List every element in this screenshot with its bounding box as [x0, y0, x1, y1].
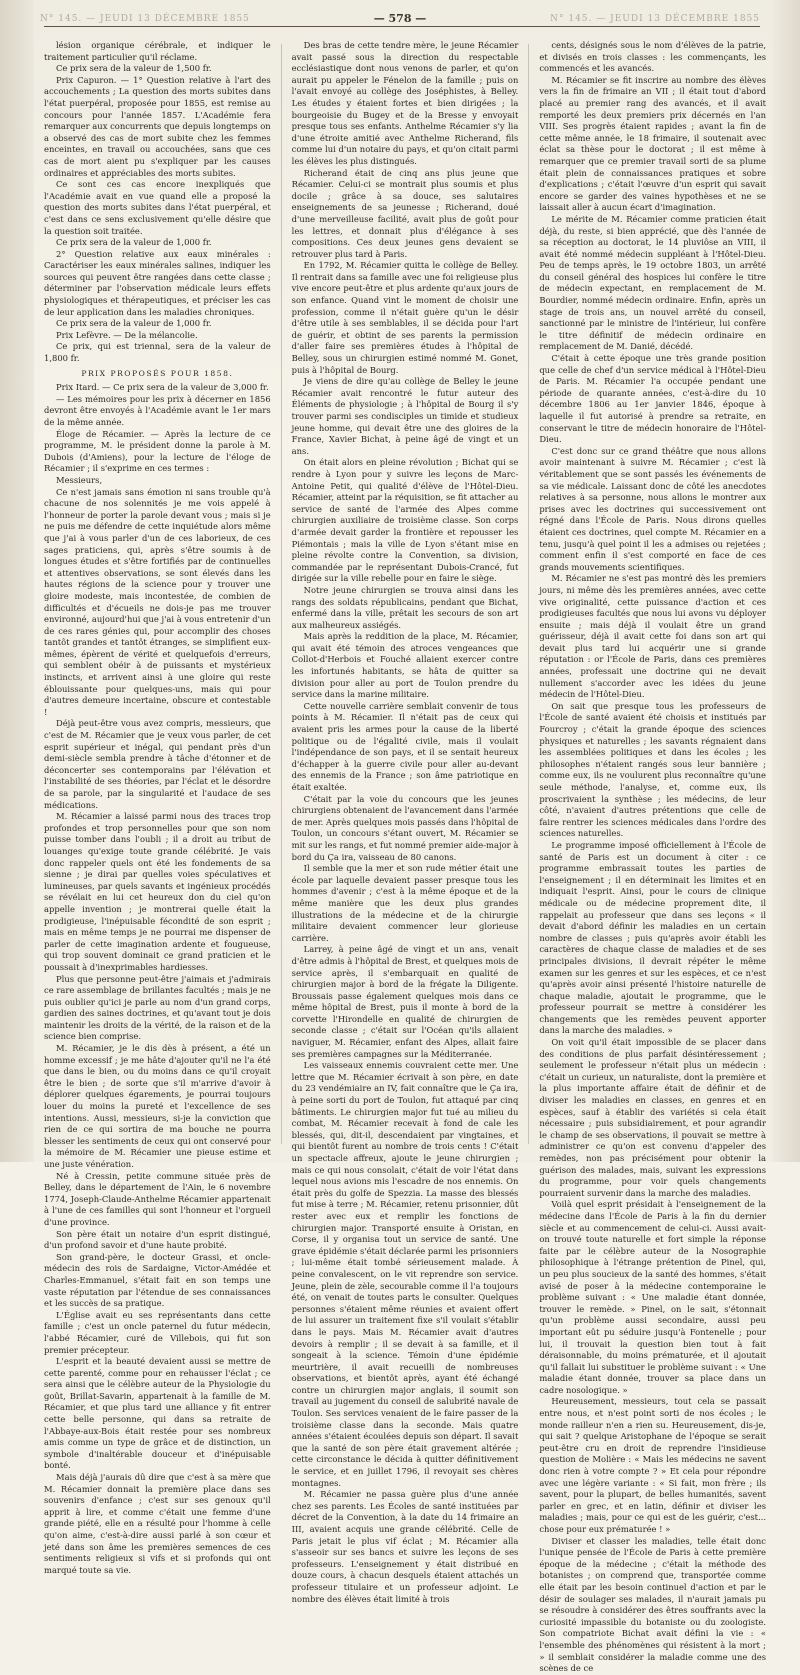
paragraph: Des bras de cette tendre mère, le jeune Récamier avait passé sous la direction du respectable ecclésiastique dont nous venons de parler, et qu'on aurait pu appeler le Fénelon de la famille ; puis on l'avait envoyé au collège des Joséphistes, à Belley. Les études y étaient fortes et bien dirigées ; la bourgeoisie du Bugey et de la Bresse y envoyait presque tous ses enfants. Anthelme Récamier s'y lia d'une étroite amitié avec Anthelme Richerand, fils comme lui d'un notaire du pays, et qu'on citait parmi les élèves les plus distingués. — [291, 40, 519, 166]
column-2 — [291, 40, 519, 1604]
paragraph: Son père était un notaire d'un esprit distingué, d'un profond savoir et d'une haute probité. — [44, 1228, 271, 1251]
paragraph: Larrey, à peine âgé de vingt et un ans, venait d'être admis à l'hôpital de Brest, et quelques mois de service après, il s'embarquait en qualité de chirurgien major à bord de la frégate la Diligente. Broussais passe également quelques mois dans ce même hôpital de Brest, puis il monte à bord de la corvette l'Hirondelle en qualité de chirurgien de seconde classe ; c'était sur l'Océan qu'ils allaient naviguer, M. Récamier, enfant des Alpes, allait faire ses premières campagnes sur la Méditerranée. — [291, 944, 519, 1059]
paragraph: M. Récamier ne s'est pas montré dès les premiers jours, ni même dès les premières années, avec cette vive originalité, cette puissance d'action et ces prodigieuses facultés que nous lui avons vu déployer ensuite ; mais déjà il voulait être un grand guérisseur, déjà il avait cette foi dans son art qui devait plus tard lui acquérir une si grande réputation : or l'École de Paris, dans ces premières années, professait une doctrine qui ne devait nullement s'accorder avec les idées du jeune médecin de l'Hôtel-Dieu. — [539, 573, 766, 700]
paragraph: C'est donc sur ce grand théâtre que nous allons avoir maintenant à suivre M. Récamier ; c'est là véritablement que se sont passés les événements de sa vie médicale. Laissant donc de côté les anecdotes relatives à sa personne, nous allons le montrer aux prises avec les doctrines qui successivement ont régné dans l'École de Paris. Nous dirons quelles étaient ces doctrines, quel compte M. Récamier en a tenu, jusqu'à quel point il les a admises ou rejetées ; comment enfin il s'est comporté en face de ces grands mouvements scientifiques. — [539, 445, 766, 572]
paragraph: Ce prix sera de la valeur de 1,000 fr. — [56, 237, 212, 248]
text-columns — [44, 40, 766, 1674]
paragraph: Ce prix, qui est triennal, sera de la valeur de 1,800 fr. — [44, 341, 271, 364]
paragraph: Son grand-père, le docteur Grassi, et oncle-médecin des rois de Sardaigne, Victor-Amédée et Charles-Emmanuel, s'était fait en son temps une vaste réputation par l'étendue de ses connaissances et les succès de sa pratique. — [44, 1251, 271, 1309]
paragraph: Né à Cressin, petite commune située près de Belley, dans le département de l'Ain, le 6 novembre 1774, Joseph-Claude-Anthelme Récamier appartenait à l'une de ces familles qui sont l'honneur et l'orgueil d'une province. — [44, 1170, 271, 1227]
paragraph: Mais déjà j'aurais dû dire que c'est à sa mère que M. Récamier donnait la première place dans ses souvenirs d'enfance ; c'est sur ses genoux qu'il apprit à lire, et comme c'était une femme d'une grande piété, elle en a résulté pour l'homme à celle qu'on aime, c'est-à-dire aussi parlé à son cœur et jeté dans son âme les premières semences de ces sentiments religieux si vifs et si profonds qui ont marqué toute sa vie. — [44, 1472, 271, 1575]
paragraph: Ce n'est jamais sans émotion ni sans trouble qu'à chacune de nos solennités je me vois appelé à l'honneur de porter la parole devant vous ; mais si je ne puis me défendre de cette inquiétude alors même que j'ai à vous parler d'un de ces laborieux, de ces sages praticiens, qui, après s'être soumis à de longues études et s'être fortifiés par de continuelles et attentives observations, se sont élevés dans les hautes régions de la science pour y trouver une gloire modeste, mais incontestée, de combien de difficultés et d'écueils ne dois-je pas me trouver environné, aujourd'hui que j'ai à vous entretenir d'un de ces rares génies qui, pour accomplir des choses tantôt grandes et tantôt étranges, se simplifient eux-mêmes, épèrent de vérité et quelquefois d'erreurs, qui semblent obéir à de puissants et mystérieux instincts, et arrivent ainsi à une gloire qui reste éblouissante pour quelques-uns, mais qui pour d'autres demeure incertaine, obscure et contestable ! — [44, 486, 271, 717]
column-divider — [281, 44, 282, 1144]
paragraph: Déjà peut-être vous avez compris, messieurs, que c'est de M. Récamier que je veux vous parler, de cet esprit supérieur et inégal, qui pendant près d'un demi-siècle sembla prendre à tâche d'étonner et de déconcerter ses contemporains par l'élévation et l'instabilité de ses théories, par l'éclat et le désordre de sa parole, par la singularité et l'audace de ses médications. — [44, 718, 271, 810]
page-number: — 578 — — [373, 12, 427, 25]
paragraph: Ce sont ces cas encore inexpliqués que l'Académie avait en vue quand elle a proposé la question des morts subites dans l'état puerpéral, et c'est dans ce sens exclusivement qu'elle désire que la question soit traitée. — [44, 179, 271, 236]
paragraph: Prix Capuron. — 1° Question relative à l'art des accouchements ; La question des morts subites dans l'état puerpéral, proposée pour 1855, est remise au concours pour l'année 1857. L'Académie fera remarquer aux concurrents que depuis longtemps on a observé des cas de mort subite chez les femmes enceintes, en travail ou accouchées, sans que ces cas de mort aient pu s'expliquer par les causes ordinaires et appréciables des morts subites. — [44, 74, 271, 178]
binding-shadow-right — [772, 0, 800, 1162]
paragraph: Ce prix sera de la valeur de 1,000 fr. — [56, 318, 212, 329]
paragraph: Il semble que la mer et son rude métier était une école par laquelle devaient passer presque tous les hommes d'avenir ; c'est à la même époque et de la même manière que les deux plus grandes illustrations de la médecine et de la chirurgie militaire devaient commencer leur glorieuse carrière. — [291, 863, 519, 943]
paragraph: On voit qu'il était impossible de se placer dans des conditions de plus parfait désintéressement ; seulement le professeur n'était plus un médecin : c'était un curieux, un naturaliste, dont la première et la plus importante affaire était de définir et de diviser les maladies en classes, en genres et en espèces, sauf à établir des variétés si cela était nécessaire ; puis subsidiairement, et pour agrandir le champ de ses observations, il pouvait se mettre à administrer ce qu'on est convenu d'appeler des remèdes, non pas précisément pour obtenir la guérison des malades, mais, suivant les expressions du programme, pour voir quels changements pourraient survenir dans la marche des maladies. — [539, 1037, 766, 1198]
paragraph: M. Récamier, je le dis dès à présent, a été un homme excessif ; je me hâte d'ajouter qu'il ne l'a été que dans le bien, ou du moins dans ce qu'il croyait être le bien ; de sorte que s'il m'arrive d'avoir à déplorer quelques égarements, je pourrai toujours louer du moins la pureté et l'excellence de ses intentions. Aussi, messieurs, si-je la conviction que rien de ce qui sortira de ma bouche ne pourra blesser les sentiments de ceux qui ont conservé pour la mémoire de M. Récamier une pieuse estime et une juste vénération. — [44, 1043, 271, 1169]
binding-shadow-left — [0, 0, 34, 1162]
paragraph: M. Récamier ne passa guère plus d'une année chez ses parents. Les Écoles de santé instituées par décret de la Convention, à la date du 14 frimaire an III, avaient acquis une grande célébrité. Celle de Paris jetait le plus vif éclat ; M. Récamier alla s'asseoir sur ses bancs et suivre les leçons de ses professeurs. L'enseignement y était distribué en douze cours, à chacun desquels étaient attachés un professeur titulaire et un professeur adjoint. Le nombre des élèves était limité à trois — [291, 1489, 519, 1604]
column-divider — [528, 44, 529, 1144]
column-3 — [539, 40, 766, 1674]
paragraph: 2° Question relative aux eaux minérales : Caractériser les eaux minérales salines, indiquer les sources qui peuvent être rangées dans cette classe ; déterminer par l'observation médicale leurs effets physiologiques et thérapeutiques, et préciser les cas de leur application dans les maladies chroniques. — [44, 248, 271, 317]
paragraph: C'était à cette époque une très grande position que celle de chef d'un service médical à l'Hôtel-Dieu de Paris. M. Récamier l'a occupée pendant une période de quarante années, c'est-à-dire du 10 décembre 1806 au 1er janvier 1846, époque à laquelle il fut autorisé à prendre sa retraite, en conservant le titre de médecin honoraire de l'Hôtel-Dieu. — [539, 353, 766, 445]
paragraph: — Les mémoires pour les prix à décerner en 1856 devront être envoyés à l'Académie avant le 1er mars de la même année. — [44, 393, 271, 427]
paragraph: M. Récamier se fit inscrire au nombre des élèves vers la fin de frimaire an VII ; il était tout d'abord placé au premier rang des avancés, et il avait remporté les deux premiers prix décernés en l'an VIII. Ses progrès étaient rapides ; avant la fin de cette même année, le 18 frimaire, il soutenait avec éclat sa thèse pour le doctorat ; il est même à remarquer que ce premier travail sorti de sa plume était plein de connaissances pratiques et sobre d'explications ; c'était l'œuvre d'un esprit qui savait encore se garder des vaines hypothèses et ne se laissait aller à aucun écart d'imagination. — [539, 74, 766, 213]
paragraph: Cette nouvelle carrière semblait convenir de tous points à M. Récamier. Il n'était pas de ceux qui avaient pris les armes pour la cause de la liberté politique ou de l'égalité civile, mais il voulait l'indépendance de son pays, et il se sentait heureux d'échapper à la guerre civile pour aller au-devant des ennemis de la France ; son âme patriotique en était exaltée. — [291, 700, 519, 792]
paragraph: M. Récamier a laissé parmi nous des traces trop profondes et trop personnelles pour que son nom puisse tomber dans l'oubli ; il a droit au tribut de louanges qu'exige toute grande célébrité. Je vais donc rappeler quels ont été les fondements de sa sienne ; je dirai par quelles voies spéculatives et lumineuses, par quels savants et ingénieux procédés se révélait en lui cet heureux don du ciel qu'on appelle invention ; je montrerai quelle était la prodigieuse, l'inépuisable fécondité de son esprit ; mais en même temps je ne pourrai me dispenser de parler de cette imagination ardente et fougueuse, qui trop souvent dominait ce grand praticien et le poussait à d'inexprimables hardiesses. — [44, 811, 271, 972]
paragraph: Notre jeune chirurgien se trouva ainsi dans les rangs des soldats républicains, pendant que Bichat, enfermé dans la ville, prêtait les secours de son art aux malheureux assiégés. — [291, 584, 519, 630]
paragraph: Je viens de dire qu'au collège de Belley le jeune Récamier avait rencontré le futur auteur des Éléments de physiologie ; à l'hôpital de Bourg il s'y trouver parmi ses condisciples un timide et studieux jeune homme, qui devait être une des gloires de la France, Xavier Bichat, à peine âgé de vingt et un ans. — [291, 376, 519, 456]
paragraph: Mais après la reddition de la place, M. Récamier, qui avait été témoin des atroces vengeances que Collot-d'Herbois et Fouché allaient exercer contre les infortunés habitants, se hâta de quitter sa division pour aller au port de Toulon prendre du service dans la marine militaire. — [291, 631, 519, 700]
paragraph: L'esprit et la beauté devaient aussi se mettre de cette parenté, comme pour en rehausser l'éclat ; ce sera ainsi que le célèbre auteur de la Physiologie du goût, Brillat-Savarin, appartenait à la famille de M. Récamier, et que plus tard une alliance y fit entrer cette belle personne, qui dans sa retraite de l'Abbaye-aux-Bois était restée pour ses nombreux amis comme un type de grâce et de distinction, un symbole d'inaltérable douceur et d'inépuisable bonté. — [44, 1356, 271, 1471]
paragraph: lésion organique cérébrale, et indiquer le traitement particulier qu'il réclame. — [44, 40, 271, 62]
header-rule — [44, 26, 760, 27]
paragraph: Messieurs, — [56, 474, 103, 485]
paragraph: Plus que personne peut-être j'aimais et j'admirais ce rare assemblage de brillantes facultés ; mais je ne puis oublier qu'ici je parle au nom d'un grand corps, gardien des saines doctrines, et qu'avant tout je dois maintenir les droits de la vérité, de la raison et de la science bien comprise. — [44, 973, 271, 1042]
paragraph: On était alors en pleine révolution ; Bichat qui se rendre à Lyon pour y suivre les leçons de Marc-Antoine Petit, qui qualité d'élève de l'Hôtel-Dieu. Récamier, atteint par la réquisition, se fit attacher au service de santé de l'armée des Alpes comme chirurgien auxiliaire de troisième classe. Son corps d'armée devait garder la frontière et repousser les Piémontais ; mais la ville de Lyon s'étant mise en pleine révolte contre la Convention, sa division, commandée par le représentant Dubois-Crancé, fut dirigée sur la ville rebelle pour en faire le siège. — [291, 457, 519, 584]
paragraph: En 1792, M. Récamier quitta le collège de Belley. Il rentrait dans sa famille avec une foi religieuse plus vive encore peut-être et plus ardente qu'aux jours de son enfance. Quand vint le moment de choisir une profession, comme il n'était guère qu'un le désir d'être utile à ses semblables, il se décida pour l'art de guérir, et obtint de ses parents la permission d'aller faire ses premières études à l'hôpital de Belley, sous un chirurgien estimé nommé M. Gonet, puis à l'hôpital de Bourg. — [291, 260, 519, 375]
paragraph: Prix Lefèvre. — De la mélancolie. — [56, 329, 198, 340]
header-right-issue: N° 145. — JEUDI 13 DÉCEMBRE 1855 — [550, 14, 760, 24]
paragraph: Le mérite de M. Récamier comme praticien était déjà, du reste, si bien apprécié, que dès l'année de sa réception au doctorat, le 14 pluviôse an VIII, il avait été nommé médecin suppléant à l'Hôtel-Dieu. Peu de temps après, le 19 octobre 1803, un arrêté du conseil général des hospices lui confère le titre de médecin expectant, en remplacement de M. Bourdier, nommé médecin ordinaire. Enfin, après un stage de trois ans, un nouvel arrêté du conseil, sanctionné par le ministre de l'intérieur, lui confère le titre définitif de médecin ordinaire en remplacement de M. Danié, décédé. — [539, 213, 766, 352]
section-heading: PRIX PROPOSÉS POUR 1858. — [81, 368, 234, 378]
paragraph: Les vaisseaux ennemis couvraient cette mer. Une lettre que M. Récamier écrivait à son père, en date du 23 vendémiaire an IV, fait connaître que le Ça ira, à peine sorti du port de Toulon, fut attaqué par cinq bâtiments. Le chirurgien major fut tué au milieu du combat, M. Récamier recevait à fond de cale les blessés, qui, dit-il, descendaient par vingtaines, et qui bientôt furent au nombre de trois cents ! C'était un spectacle affreux, ajoute le jeune chirurgien ; mais ce qui nous consolait, c'était de voir l'état dans lequel nous avions mis l'escadre de nos ennemis. On était près du golfe de Spezzia. La masse des blessés fut mise à terre ; M. Récamier, retenu prisonnier, dût rester avec eux et remplir les fonctions de chirurgien major. Transporté ensuite à Oristan, en Corse, il y organisa tout un service de santé. Une grave épidémie s'était déclarée parmi les prisonniers ; lui-même était tombé sérieusement malade. À peine convalescent, on le vit reprendre son service. Jeune, plein de zèle, secourable comme il l'a toujours été, on venait de toutes parts le consulter. Quelques personnes s'étaient même réunies et avaient offert de lui assurer un traitement fixe s'il voulait s'établir dans le pays. Mais M. Récamier avait d'autres devoirs à remplir ; il se devait à sa famille, et il songeait à la science. Témoin d'une épidémie meurtrière, il avait recueilli de nombreuses observations, et bientôt après, ayant été échangé contre un chirurgien major anglais, il soumit son travail au jugement du conseil de salubrité navale de Toulon. Ses services venaient de le faire passer de la troisième classe dans la seconde. Mais quatre années s'étaient écoulées depuis son départ. Il savait que la santé de son père était gravement altérée ; cette circonstance le décida à quitter définitivement le service, et en juillet 1796, il revoyait ses chères montagnes. — [291, 1060, 519, 1488]
paragraph: On sait que presque tous les professeurs de l'École de santé avaient été choisis et institués par Fourcroy ; c'était la grande époque des sciences physiques et naturelles ; les savants régnaient dans les assemblées politiques et dans les écoles ; les philosophes n'étaient rangés sous leur bannière ; comme eux, ils ne voulurent plus reconnaître qu'une seule méthode, l'analyse, et, comme eux, ils proscrivaient la synthèse ; les médecins, de leur côté, n'avaient d'autres prétentions que celle de faire rentrer les sciences médicales dans l'ordre des sciences naturelles. — [539, 700, 766, 839]
paragraph: Prix Itard. — Ce prix sera de la valeur de 3,000 fr. — [56, 382, 269, 393]
paragraph: cents, désignés sous le nom d'élèves de la patrie, et divisés en trois classes : les commençants, les commencés et les avancés. — [539, 40, 766, 74]
paragraph: Ce prix sera de la valeur de 1,500 fr. — [56, 63, 212, 74]
paragraph: Heureusement, messieurs, tout cela se passait entre nous, et n'est point sorti de nos écoles ; le monde railleur n'en a rien su. Heureusement, dis-je, qui sait ? quelque Aristophane de l'époque se serait peut-être cru en droit de reprendre l'insidieuse question de Molière : « Mais les médecins ne savent donc rien à votre compte ? » Et cela pour répondre avec une légère variante : « Si fait, mon frère ; ils savent, pour la plupart, de belles humanités, savent parler en grec, et en latin, définir et diviser les maladies ; mais, pour ce qui est de les guérir, c'est... chose pour eux prématurée ! » — [539, 1396, 766, 1534]
paragraph: C'était par la voie du concours que les jeunes chirurgiens obtenaient de l'avancement dans l'armée de mer. Après quelques mois passés dans l'hôpital de Toulon, un concours s'étant ouvert, M. Récamier se mit sur les rangs, et fut nommé premier aide-major à bord du Ça ira, vaisseau de 80 canons. — [291, 793, 519, 862]
paragraph: L'Église avait eu ses représentants dans cette famille ; c'est un oncle paternel du futur médecin, l'abbé Récamier, curé de Villebois, qui fut son premier précepteur. — [44, 1309, 271, 1355]
paragraph: Éloge de Récamier. — Après la lecture de ce programme, M. le président donne la parole à M. Dubois (d'Amiens), pour la lecture de l'éloge de Récamier ; il s'exprime en ces termes : — [44, 428, 271, 474]
paragraph: Diviser et classer les maladies, telle était donc l'unique pensée de l'École de Paris à cette première époque de la médecine ; c'était la méthode des botanistes ; on comprend que, transportée comme elle était par les besoin continuel d'action et par le désir de soulager ses malades, il n'aurait jamais pu se résoudre à considérer des êtres souffrants avec la curiosité impassible du botaniste ou du zoologiste. Son compatriote Bichat avait défini la vie : « l'ensemble des phénomènes qui résistent à la mort ; » il semblait considérer la maladie comme une des scènes de ce — [539, 1535, 766, 1674]
paragraph: Richerand était de cinq ans plus jeune que Récamier. Celui-ci se montrait plus soumis et plus docile ; grâce à sa douce, ses salutaires enseignements de sa jeunesse ; Richerand, doué d'une merveilleuse facilité, avait plus de goût pour les lettres, et donnait plus d'élégance à ses compositions. Ces deux jeunes gens devaient se retrouver plus tard à Paris. — [291, 167, 519, 259]
paragraph: Le programme imposé officiellement à l'École de santé de Paris est un document à citer : ce programme embrassait toutes les parties de l'enseignement ; il en déterminait les limites et en indiquait l'esprit. Ainsi, pour le cours de clinique médicale ou de médecine proprement dite, il rappelait au professeur que dans ses leçons « il devait d'abord définir les maladies en un certain nombre de classes ; puis qu'après avoir établi les caractères de chaque classe de maladies et de ses principales divisions, il devrait répéter le même examen sur les genres et sur les espèces, et ce n'est qu'après avoir ainsi présenté l'histoire naturelle de chaque maladie, ajoutait le programme, que le professeur pourrait se mettre à considérer les changements que les remèdes peuvent apporter dans la marche des maladies. » — [539, 839, 766, 1036]
header-left-issue: N° 145. — JEUDI 13 DÉCEMBRE 1855 — [40, 14, 250, 24]
paragraph: Voilà quel esprit présidait à l'enseignement de la médecine dans l'École de Paris à la fin du dernier siècle et au commencement de celui-ci. Aussi avait-on trouvé toute naturelle et fort simple la réponse faite par le célèbre auteur de la Nosographie philosophique à l'étrange prétention de Pinel, qui, un peu plus soucieux de la santé des hommes, s'était avisé de poser à la médecine contemporaine le problème suivant : « Une maladie étant donnée, trouver le remède. » Pinel, on le sait, s'étonnait qu'un problème aussi secondaire, aussi peu important eût pu séduire jusqu'à Fontenelle ; pour lui, il trouvait la question bien tout à fait déraisonnable, du moins prématurée, et il ajoutait qu'il fallait lui substituer le problème suivant : « Une maladie étant donnée, trouver sa place dans un cadre nosologique. » — [539, 1199, 766, 1395]
column-1 — [44, 40, 271, 1575]
